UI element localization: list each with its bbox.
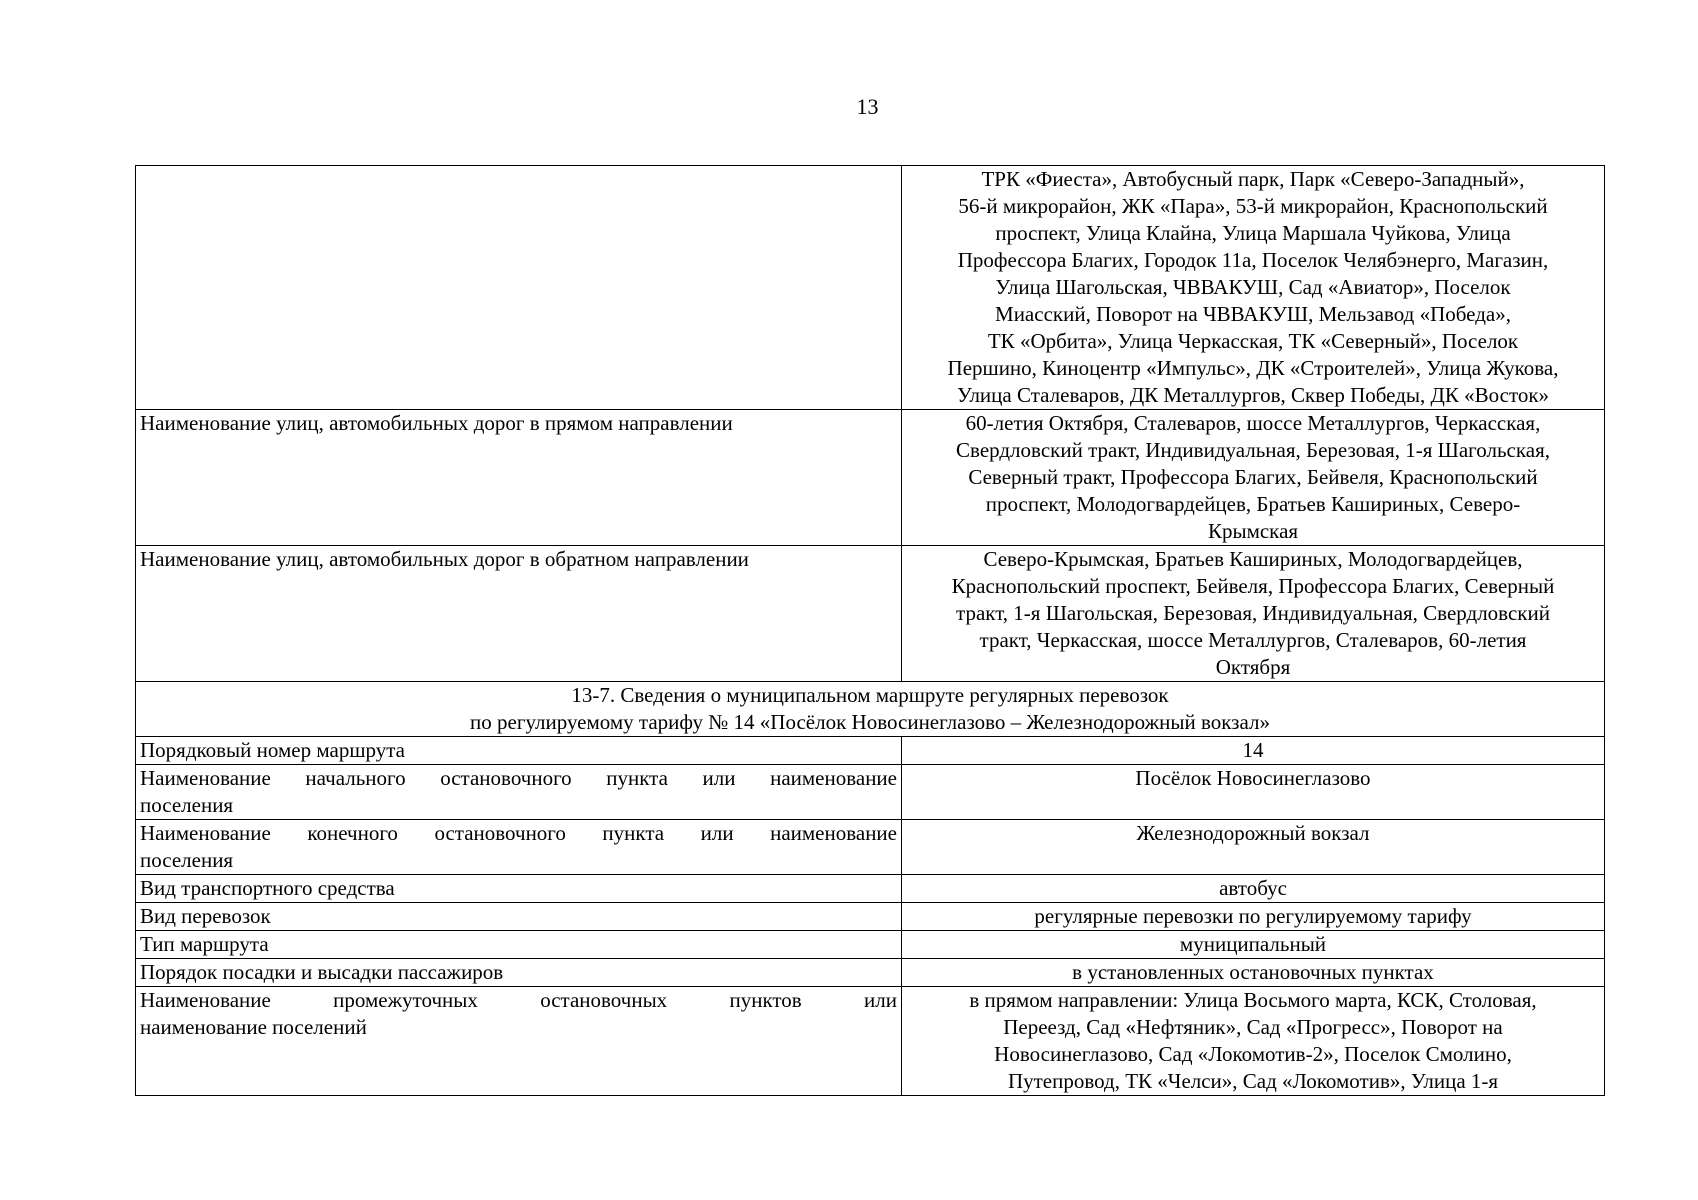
table-row [136, 737, 1605, 765]
text-line: 56-й микрорайон, ЖК «Пара», 53-й микрорайон, Краснопольский [958, 194, 1548, 218]
transport-kind-label: Вид перевозок [136, 903, 902, 931]
text-line: 60-летия Октября, Сталеваров, шоссе Металлургов, Черкасская, [965, 411, 1541, 435]
text-line: Свердловский тракт, Индивидуальная, Березовая, 1-я Шагольская, [956, 438, 1550, 462]
table-row [136, 987, 1605, 1096]
end-stop-label [136, 820, 902, 875]
section-heading [136, 682, 1605, 737]
text-line: Северный тракт, Профессора Благих, Бейвеля, Краснопольский [968, 465, 1538, 489]
intermediate-stops-value [902, 987, 1605, 1096]
text-line: Северо-Крымская, Братьев Кашириных, Молодогвардейцев, [983, 547, 1523, 571]
text-line: поселения [140, 793, 234, 817]
text-line: Переезд, Сад «Нефтяник», Сад «Прогресс», Поворот на [1003, 1015, 1503, 1039]
vehicle-type-label: Вид транспортного средства [136, 875, 902, 903]
end-stop-value: Железнодорожный вокзал [902, 820, 1605, 875]
route-number-label: Порядковый номер маршрута [136, 737, 902, 765]
table-row [136, 546, 1605, 682]
table-row [136, 959, 1605, 987]
forward-streets-value [902, 410, 1605, 546]
forward-streets-label: Наименование улиц, автомобильных дорог в прямом направлении [136, 410, 902, 546]
table-row [136, 820, 1605, 875]
text-line: ТРК «Фиеста», Автобусный парк, Парк «Северо-Западный», [981, 167, 1525, 191]
text-line: поселения [140, 848, 234, 872]
text-line: Путепровод, ТК «Челси», Сад «Локомотив», Улица 1-я [1007, 1069, 1499, 1093]
text-line: Октября [1215, 655, 1291, 679]
boarding-order-value: в установленных остановочных пунктах [902, 959, 1605, 987]
section-heading-line: 13-7. Сведения о муниципальном маршруте регулярных перевозок [571, 683, 1169, 707]
transport-kind-value: регулярные перевозки по регулируемому тарифу [902, 903, 1605, 931]
backward-streets-value [902, 546, 1605, 682]
text-line: Наименование конечного остановочного пункта или наименование [140, 821, 897, 845]
text-line: тракт, 1-я Шагольская, Березовая, Индивидуальная, Свердловский [956, 601, 1550, 625]
intermediate-stops-label [136, 987, 902, 1096]
route-number-value: 14 [902, 737, 1605, 765]
intermediate-stops-continued [902, 166, 1605, 410]
text-line: в прямом направлении: Улица Восьмого марта, КСК, Столовая, [969, 988, 1537, 1012]
text-line: ТК «Орбита», Улица Черкасская, ТК «Северный», Поселок [987, 329, 1519, 353]
text-line: проспект, Улица Клайна, Улица Маршала Чуйкова, Улица [995, 221, 1511, 245]
text-line: Наименование промежуточных остановочных пунктов или [140, 988, 897, 1012]
start-stop-value: Посёлок Новосинеглазово [902, 765, 1605, 820]
table-row [136, 875, 1605, 903]
table-row [136, 682, 1605, 737]
backward-streets-label: Наименование улиц, автомобильных дорог в обратном направлении [136, 546, 902, 682]
vehicle-type-value: автобус [902, 875, 1605, 903]
route-type-value: муниципальный [902, 931, 1605, 959]
table-row [136, 765, 1605, 820]
section-heading-line: по регулируемому тарифу № 14 «Посёлок Новосинеглазово – Железнодорожный вокзал» [470, 710, 1270, 734]
table-row [136, 166, 1605, 410]
empty-cell [136, 166, 902, 410]
page-number: 13 [856, 94, 879, 119]
table-row [136, 931, 1605, 959]
text-line: Улица Сталеваров, ДК Металлургов, Сквер Победы, ДК «Восток» [956, 383, 1550, 407]
text-line: Краснопольский проспект, Бейвеля, Профессора Благих, Северный [951, 574, 1555, 598]
route-info-table [135, 165, 1605, 1096]
start-stop-label [136, 765, 902, 820]
text-line: Новосинеглазово, Сад «Локомотив-2», Поселок Смолино, [994, 1042, 1512, 1066]
boarding-order-label: Порядок посадки и высадки пассажиров [136, 959, 902, 987]
table-row [136, 903, 1605, 931]
text-line: тракт, Черкасская, шоссе Металлургов, Сталеваров, 60-летия [979, 628, 1527, 652]
text-line: Наименование начального остановочного пункта или наименование [140, 766, 897, 790]
text-line: проспект, Молодогвардейцев, Братьев Кашириных, Северо- [985, 492, 1521, 516]
table-row [136, 410, 1605, 546]
text-line: Крымская [1207, 519, 1299, 543]
text-line: Профессора Благих, Городок 11а, Поселок Челябэнерго, Магазин, [957, 248, 1549, 272]
text-line: Улица Шагольская, ЧВВАКУШ, Сад «Авиатор», Поселок [995, 275, 1511, 299]
text-line: Миасский, Поворот на ЧВВАКУШ, Мельзавод «Победа», [995, 302, 1511, 326]
text-line: Першино, Киноцентр «Импульс», ДК «Строителей», Улица Жукова, [947, 356, 1559, 380]
text-line: наименование поселений [140, 1015, 367, 1039]
route-type-label: Тип маршрута [136, 931, 902, 959]
